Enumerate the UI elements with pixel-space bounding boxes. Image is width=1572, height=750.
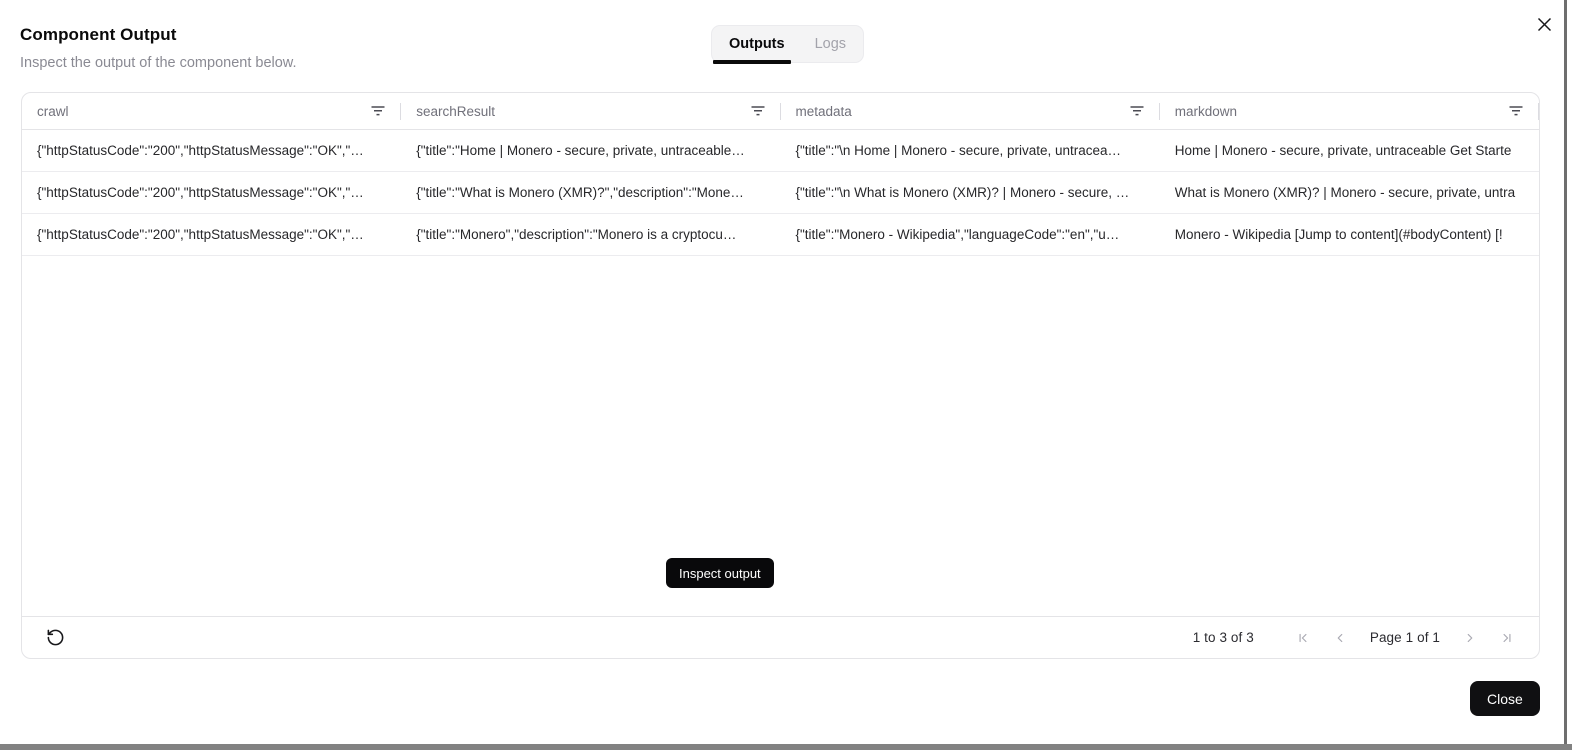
x-icon — [1537, 17, 1552, 32]
cell-markdown: Home | Monero - secure, private, untraceable Get Starte — [1174, 143, 1512, 158]
page-subtitle: Inspect the output of the component below. — [20, 55, 297, 71]
bottom-scrollbar[interactable] — [0, 744, 1572, 750]
column-label: crawl — [37, 103, 69, 119]
row-range-label: 1 to 3 of 3 — [1192, 630, 1254, 645]
table-footer — [22, 616, 1539, 658]
filter-icon[interactable] — [1130, 106, 1144, 116]
inspect-output-tooltip: Inspect output — [666, 558, 774, 588]
tab-logs[interactable] — [800, 28, 861, 60]
table-row — [22, 172, 1539, 214]
column-label: metadata — [795, 103, 852, 119]
page-indicator: Page 1 of 1 — [1369, 630, 1440, 645]
table-row — [22, 214, 1539, 256]
column-label: markdown — [1174, 103, 1238, 119]
cell-crawl: {"httpStatusCode":"200","httpStatusMessage":"OK","… — [37, 143, 364, 158]
cell-metadata: {"title":"Monero - Wikipedia","languageCode":"en","u… — [795, 227, 1120, 242]
table-header-row — [22, 93, 1539, 130]
column-header-metadata[interactable] — [781, 93, 1160, 129]
next-page-button[interactable] — [1463, 631, 1477, 645]
column-header-searchResult[interactable] — [401, 93, 780, 129]
window-edge-line — [1564, 0, 1567, 744]
output-table — [21, 92, 1540, 659]
table-row — [22, 130, 1539, 172]
last-page-icon — [1500, 631, 1514, 645]
prev-page-button[interactable] — [1333, 631, 1347, 645]
filter-icon[interactable] — [371, 106, 385, 116]
last-page-button[interactable] — [1500, 631, 1514, 645]
tab-outputs-label: Outputs — [729, 36, 785, 52]
pagination-controls — [1296, 630, 1514, 645]
cell-metadata: {"title":"\n Home | Monero - secure, private, untracea… — [795, 143, 1122, 158]
cell-searchResult: {"title":"Home | Monero - secure, private, untraceable… — [416, 143, 745, 158]
cell-metadata: {"title":"\n What is Monero (XMR)? | Monero - secure, … — [795, 185, 1130, 200]
page-title: Component Output — [20, 25, 177, 44]
tab-outputs[interactable] — [714, 28, 800, 60]
modal-header — [20, 25, 297, 71]
column-resize-handle[interactable] — [1538, 103, 1539, 120]
cell-searchResult: {"title":"What is Monero (XMR)?","description":"Mone… — [416, 185, 744, 200]
column-label: searchResult — [416, 103, 496, 119]
output-tabs — [711, 25, 864, 63]
cell-crawl: {"httpStatusCode":"200","httpStatusMessage":"OK","… — [37, 185, 364, 200]
first-page-icon — [1296, 631, 1310, 645]
column-header-markdown[interactable] — [1160, 93, 1539, 129]
cell-crawl: {"httpStatusCode":"200","httpStatusMessage":"OK","… — [37, 227, 364, 242]
filter-icon[interactable] — [1509, 106, 1523, 116]
column-header-crawl[interactable] — [22, 93, 401, 129]
close-icon[interactable] — [1531, 11, 1557, 37]
cell-searchResult: {"title":"Monero","description":"Monero is a cryptocu… — [416, 227, 737, 242]
table-empty-area — [22, 256, 1539, 616]
chevron-left-icon — [1333, 631, 1347, 645]
cell-markdown: What is Monero (XMR)? | Monero - secure, private, untra — [1174, 185, 1516, 200]
filter-icon[interactable] — [751, 106, 765, 116]
refresh-button[interactable] — [46, 628, 65, 647]
tab-logs-label: Logs — [814, 36, 847, 52]
chevron-right-icon — [1463, 631, 1477, 645]
refresh-icon — [46, 628, 65, 647]
close-button[interactable]: Close — [1470, 681, 1540, 716]
first-page-button[interactable] — [1296, 631, 1310, 645]
active-tab-underline — [713, 60, 791, 64]
cell-markdown: Monero - Wikipedia [Jump to content](#bodyContent) [! — [1174, 227, 1503, 242]
